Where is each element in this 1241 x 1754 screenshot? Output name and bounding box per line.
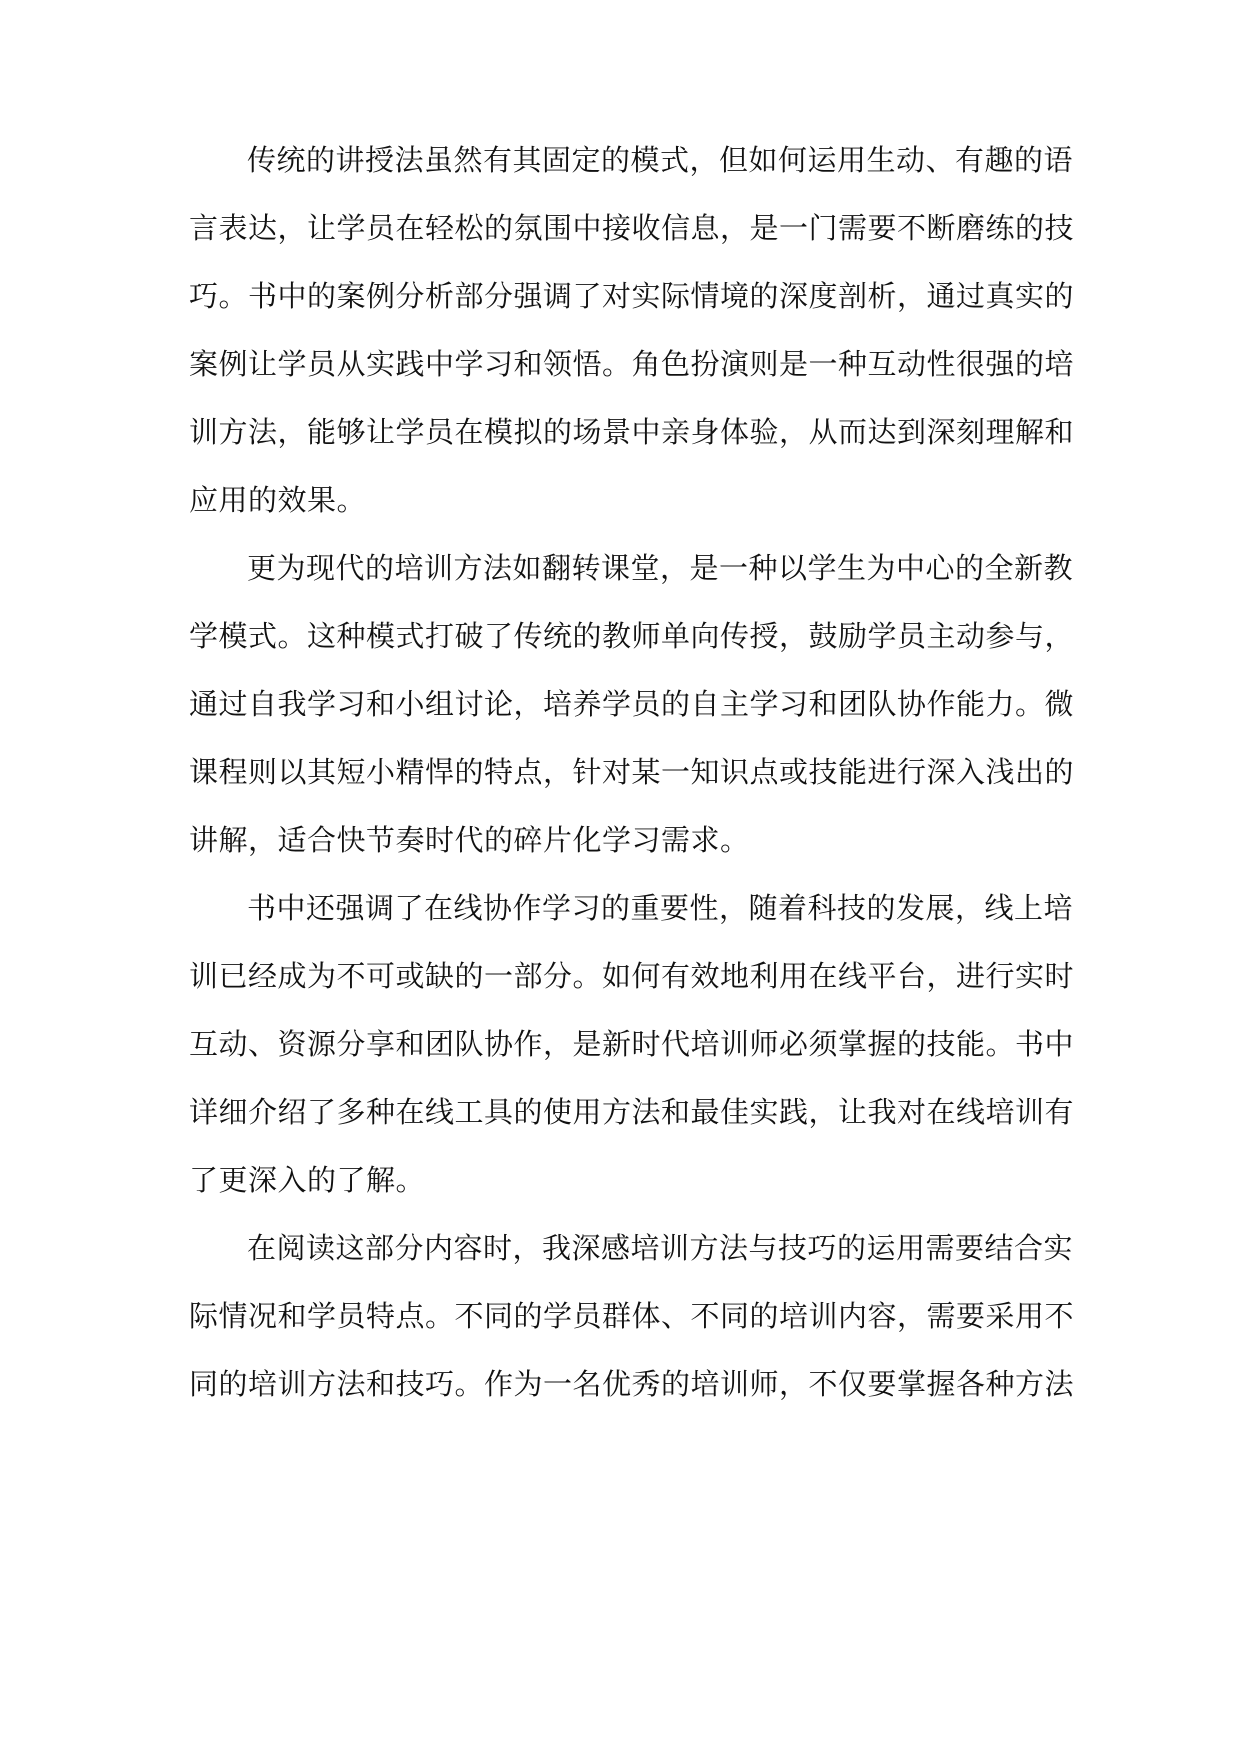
paragraph-line: 讲解，适合快节奏时代的碎片化学习需求。 [189, 823, 750, 857]
paragraph-line: 际情况和学员特点。不同的学员群体、不同的培训内容，需要采用不 [189, 1299, 1075, 1333]
paragraph-line: 学模式。这种模式打破了传统的教师单向传授，鼓励学员主动参与， [189, 619, 1075, 653]
paragraph-line: 应用的效果。 [189, 483, 367, 517]
paragraph-line: 通过自我学习和小组讨论，培养学员的自主学习和团队协作能力。微 [189, 687, 1075, 721]
paragraph-line: 书中还强调了在线协作学习的重要性，随着科技的发展，线上培 [247, 891, 1074, 925]
paragraph-line: 课程则以其短小精悍的特点，针对某一知识点或技能进行深入浅出的 [189, 755, 1075, 789]
paragraph-4 [189, 1230, 1075, 1403]
paragraph-1 [189, 142, 1075, 519]
paragraph-line: 详细介绍了多种在线工具的使用方法和最佳实践，让我对在线培训有 [189, 1095, 1075, 1129]
paragraph-line: 了更深入的了解。 [189, 1163, 426, 1197]
paragraph-line: 案例让学员从实践中学习和领悟。角色扮演则是一种互动性很强的培 [189, 347, 1075, 381]
paragraph-line: 互动、资源分享和团队协作，是新时代培训师必须掌握的技能。书中 [189, 1027, 1075, 1061]
paragraph-line: 训已经成为不可或缺的一部分。如何有效地利用在线平台，进行实时 [189, 959, 1075, 993]
paragraph-line: 同的培训方法和技巧。作为一名优秀的培训师，不仅要掌握各种方法 [189, 1367, 1075, 1401]
paragraph-line: 传统的讲授法虽然有其固定的模式，但如何运用生动、有趣的语 [247, 143, 1074, 177]
paragraph-line: 训方法，能够让学员在模拟的场景中亲身体验，从而达到深刻理解和 [189, 415, 1075, 449]
paragraph-line: 言表达，让学员在轻松的氛围中接收信息，是一门需要不断磨练的技 [189, 211, 1075, 245]
document-body [189, 142, 1075, 1434]
paragraph-2 [189, 550, 1075, 859]
paragraph-line: 巧。书中的案例分析部分强调了对实际情境的深度剖析，通过真实的 [189, 279, 1075, 313]
paragraph-line: 在阅读这部分内容时，我深感培训方法与技巧的运用需要结合实 [247, 1231, 1074, 1265]
paragraph-3 [189, 890, 1075, 1199]
paragraph-line: 更为现代的培训方法如翻转课堂，是一种以学生为中心的全新教 [247, 551, 1074, 585]
